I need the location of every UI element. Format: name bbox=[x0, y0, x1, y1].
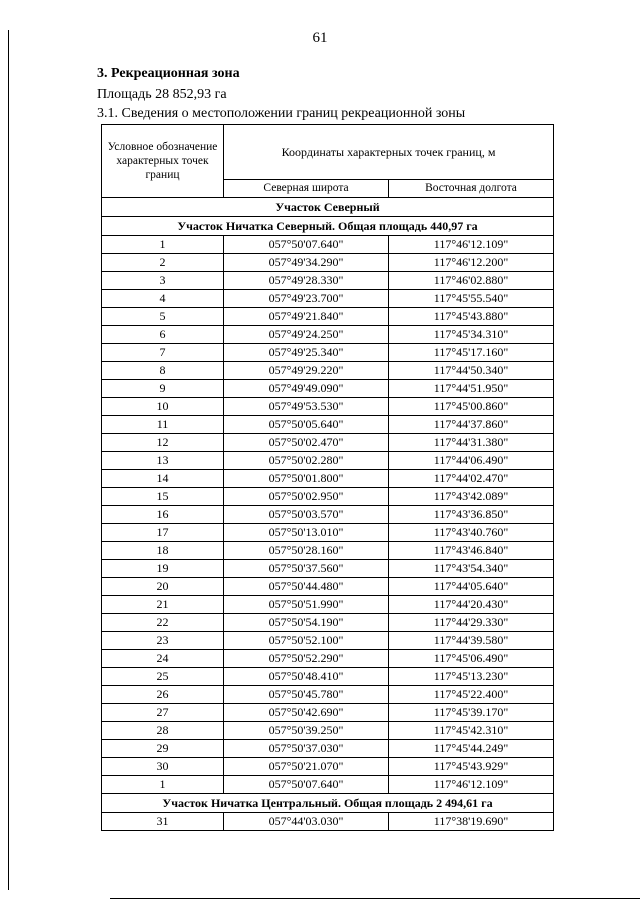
table-row bbox=[102, 668, 554, 686]
latitude-cell: 057°50'48.410" bbox=[224, 668, 389, 686]
table-row bbox=[102, 542, 554, 560]
header-point-code: Условное обозначение характерных точек границ bbox=[102, 125, 224, 198]
longitude-cell: 117°44'02.470" bbox=[389, 470, 554, 488]
table-row bbox=[102, 506, 554, 524]
longitude-cell: 117°45'44.249" bbox=[389, 740, 554, 758]
table-row bbox=[102, 758, 554, 776]
longitude-cell: 117°44'51.950" bbox=[389, 380, 554, 398]
plot-title-row bbox=[102, 217, 554, 236]
point-number: 8 bbox=[102, 362, 224, 380]
longitude-cell: 117°45'43.880" bbox=[389, 308, 554, 326]
table-row bbox=[102, 470, 554, 488]
plot1-title: Участок Ничатка Северный. Общая площадь 440,97 га bbox=[102, 217, 554, 236]
table-row bbox=[102, 813, 554, 831]
longitude-cell: 117°45'13.230" bbox=[389, 668, 554, 686]
table-row bbox=[102, 362, 554, 380]
point-number: 21 bbox=[102, 596, 224, 614]
table-row bbox=[102, 398, 554, 416]
zone-title-row bbox=[102, 198, 554, 217]
longitude-cell: 117°45'00.860" bbox=[389, 398, 554, 416]
point-number: 4 bbox=[102, 290, 224, 308]
latitude-cell: 057°50'52.100" bbox=[224, 632, 389, 650]
latitude-cell: 057°49'25.340" bbox=[224, 344, 389, 362]
header-coordinates: Координаты характерных точек границ, м bbox=[224, 125, 554, 180]
longitude-cell: 117°46'02.880" bbox=[389, 272, 554, 290]
longitude-cell: 117°44'29.330" bbox=[389, 614, 554, 632]
longitude-cell: 117°45'17.160" bbox=[389, 344, 554, 362]
point-number: 31 bbox=[102, 813, 224, 831]
table-row bbox=[102, 290, 554, 308]
section-title: 3. Рекреационная зона bbox=[97, 66, 240, 81]
point-number: 12 bbox=[102, 434, 224, 452]
point-number: 3 bbox=[102, 272, 224, 290]
longitude-cell: 117°45'34.310" bbox=[389, 326, 554, 344]
point-number: 22 bbox=[102, 614, 224, 632]
point-number: 5 bbox=[102, 308, 224, 326]
area-line: Площадь 28 852,93 га bbox=[97, 87, 227, 102]
table-row bbox=[102, 452, 554, 470]
table-row bbox=[102, 686, 554, 704]
latitude-cell: 057°44'03.030" bbox=[224, 813, 389, 831]
table-row bbox=[102, 236, 554, 254]
point-number: 1 bbox=[102, 236, 224, 254]
longitude-cell: 117°46'12.109" bbox=[389, 236, 554, 254]
longitude-cell: 117°43'46.840" bbox=[389, 542, 554, 560]
latitude-cell: 057°50'05.640" bbox=[224, 416, 389, 434]
latitude-cell: 057°50'13.010" bbox=[224, 524, 389, 542]
latitude-cell: 057°49'21.840" bbox=[224, 308, 389, 326]
point-number: 23 bbox=[102, 632, 224, 650]
header-latitude: Северная широта bbox=[224, 180, 389, 198]
scan-edge-bottom bbox=[110, 898, 640, 899]
longitude-cell: 117°44'06.490" bbox=[389, 452, 554, 470]
latitude-cell: 057°50'45.780" bbox=[224, 686, 389, 704]
subsection-title: 3.1. Сведения о местоположении границ рекреационной зоны bbox=[97, 106, 466, 121]
table-row bbox=[102, 578, 554, 596]
latitude-cell: 057°50'02.470" bbox=[224, 434, 389, 452]
table-row bbox=[102, 416, 554, 434]
table-row bbox=[102, 344, 554, 362]
longitude-cell: 117°44'05.640" bbox=[389, 578, 554, 596]
table-row bbox=[102, 704, 554, 722]
coordinates-table bbox=[101, 124, 554, 831]
table-row bbox=[102, 254, 554, 272]
latitude-cell: 057°50'21.070" bbox=[224, 758, 389, 776]
latitude-cell: 057°49'23.700" bbox=[224, 290, 389, 308]
point-number: 27 bbox=[102, 704, 224, 722]
latitude-cell: 057°49'28.330" bbox=[224, 272, 389, 290]
longitude-cell: 117°43'40.760" bbox=[389, 524, 554, 542]
longitude-cell: 117°45'43.929" bbox=[389, 758, 554, 776]
point-number: 13 bbox=[102, 452, 224, 470]
latitude-cell: 057°50'02.950" bbox=[224, 488, 389, 506]
table-row bbox=[102, 614, 554, 632]
latitude-cell: 057°50'51.990" bbox=[224, 596, 389, 614]
table-row bbox=[102, 560, 554, 578]
latitude-cell: 057°50'39.250" bbox=[224, 722, 389, 740]
point-number: 20 bbox=[102, 578, 224, 596]
table-row bbox=[102, 776, 554, 794]
point-number: 2 bbox=[102, 254, 224, 272]
longitude-cell: 117°44'31.380" bbox=[389, 434, 554, 452]
latitude-cell: 057°50'37.560" bbox=[224, 560, 389, 578]
point-number: 29 bbox=[102, 740, 224, 758]
table-row bbox=[102, 272, 554, 290]
point-number: 19 bbox=[102, 560, 224, 578]
latitude-cell: 057°50'02.280" bbox=[224, 452, 389, 470]
longitude-cell: 117°43'36.850" bbox=[389, 506, 554, 524]
point-number: 1 bbox=[102, 776, 224, 794]
point-number: 15 bbox=[102, 488, 224, 506]
longitude-cell: 117°44'37.860" bbox=[389, 416, 554, 434]
point-number: 24 bbox=[102, 650, 224, 668]
point-number: 30 bbox=[102, 758, 224, 776]
longitude-cell: 117°46'12.109" bbox=[389, 776, 554, 794]
table-row bbox=[102, 632, 554, 650]
latitude-cell: 057°50'42.690" bbox=[224, 704, 389, 722]
longitude-cell: 117°43'42.089" bbox=[389, 488, 554, 506]
table-row bbox=[102, 488, 554, 506]
point-number: 17 bbox=[102, 524, 224, 542]
table-row bbox=[102, 524, 554, 542]
point-number: 28 bbox=[102, 722, 224, 740]
longitude-cell: 117°45'39.170" bbox=[389, 704, 554, 722]
longitude-cell: 117°43'54.340" bbox=[389, 560, 554, 578]
zone-title: Участок Северный bbox=[102, 198, 554, 217]
point-number: 16 bbox=[102, 506, 224, 524]
page-number: 61 bbox=[312, 30, 328, 46]
table-row bbox=[102, 326, 554, 344]
table-row bbox=[102, 650, 554, 668]
point-number: 18 bbox=[102, 542, 224, 560]
longitude-cell: 117°44'39.580" bbox=[389, 632, 554, 650]
point-number: 14 bbox=[102, 470, 224, 488]
table-header-row bbox=[102, 125, 554, 180]
longitude-cell: 117°44'50.340" bbox=[389, 362, 554, 380]
latitude-cell: 057°50'07.640" bbox=[224, 236, 389, 254]
point-number: 11 bbox=[102, 416, 224, 434]
latitude-cell: 057°50'03.570" bbox=[224, 506, 389, 524]
plot-title-row bbox=[102, 794, 554, 813]
longitude-cell: 117°46'12.200" bbox=[389, 254, 554, 272]
point-number: 10 bbox=[102, 398, 224, 416]
point-number: 25 bbox=[102, 668, 224, 686]
table-row bbox=[102, 434, 554, 452]
latitude-cell: 057°50'44.480" bbox=[224, 578, 389, 596]
longitude-cell: 117°45'06.490" bbox=[389, 650, 554, 668]
latitude-cell: 057°49'34.290" bbox=[224, 254, 389, 272]
point-number: 7 bbox=[102, 344, 224, 362]
latitude-cell: 057°49'49.090" bbox=[224, 380, 389, 398]
latitude-cell: 057°50'07.640" bbox=[224, 776, 389, 794]
header-longitude: Восточная долгота bbox=[389, 180, 554, 198]
point-number: 26 bbox=[102, 686, 224, 704]
longitude-cell: 117°45'22.400" bbox=[389, 686, 554, 704]
latitude-cell: 057°50'54.190" bbox=[224, 614, 389, 632]
latitude-cell: 057°50'28.160" bbox=[224, 542, 389, 560]
table-row bbox=[102, 596, 554, 614]
longitude-cell: 117°38'19.690" bbox=[389, 813, 554, 831]
table-row bbox=[102, 308, 554, 326]
point-number: 6 bbox=[102, 326, 224, 344]
longitude-cell: 117°45'55.540" bbox=[389, 290, 554, 308]
table-row bbox=[102, 380, 554, 398]
point-number: 9 bbox=[102, 380, 224, 398]
latitude-cell: 057°50'52.290" bbox=[224, 650, 389, 668]
table-row bbox=[102, 722, 554, 740]
scan-edge-left bbox=[8, 30, 9, 890]
latitude-cell: 057°50'37.030" bbox=[224, 740, 389, 758]
plot2-title: Участок Ничатка Центральный. Общая площадь 2 494,61 га bbox=[102, 794, 554, 813]
longitude-cell: 117°44'20.430" bbox=[389, 596, 554, 614]
latitude-cell: 057°49'29.220" bbox=[224, 362, 389, 380]
latitude-cell: 057°49'53.530" bbox=[224, 398, 389, 416]
longitude-cell: 117°45'42.310" bbox=[389, 722, 554, 740]
latitude-cell: 057°49'24.250" bbox=[224, 326, 389, 344]
latitude-cell: 057°50'01.800" bbox=[224, 470, 389, 488]
table-row bbox=[102, 740, 554, 758]
